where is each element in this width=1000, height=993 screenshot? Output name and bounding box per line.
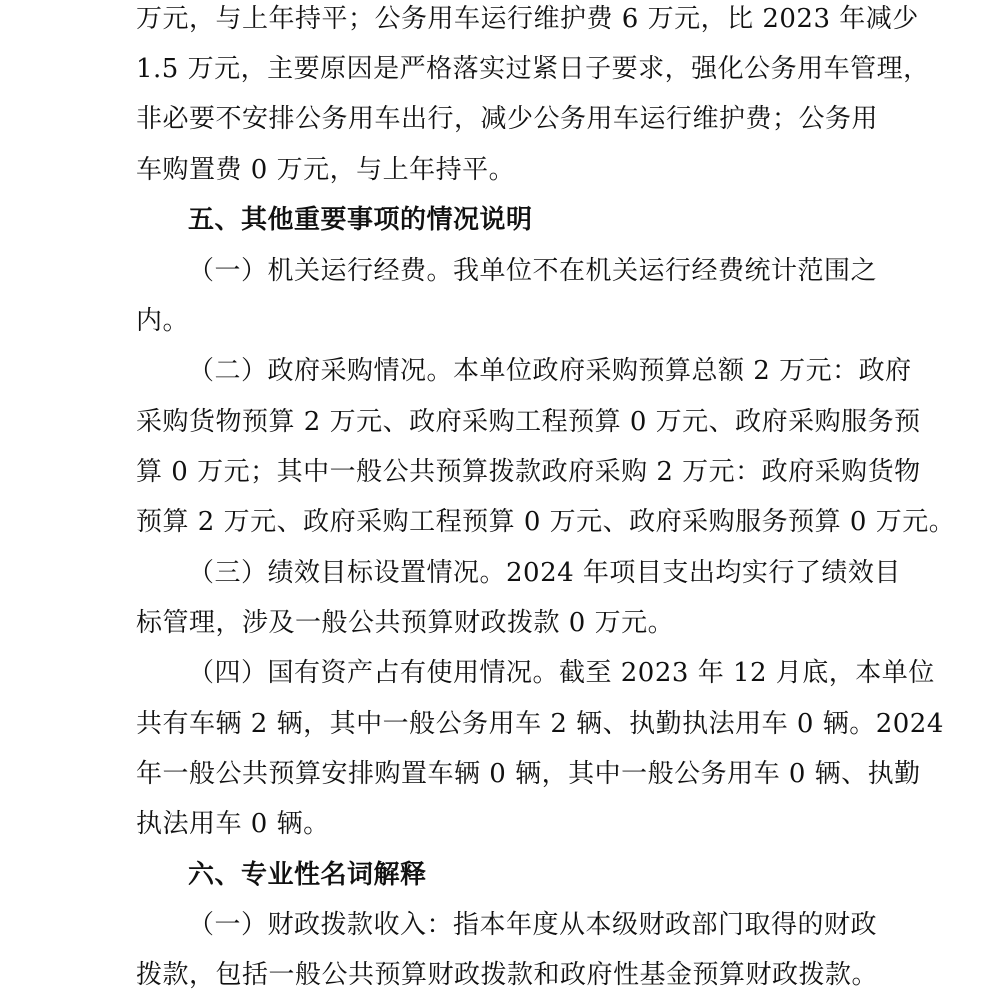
- text-line: （二）政府采购情况。本单位政府采购预算总额 2 万元：政府: [188, 356, 912, 386]
- text-line: （四）国有资产占有使用情况。截至 2023 年 12 月底，本单位: [188, 658, 935, 688]
- text-line: 内。: [136, 306, 190, 336]
- text-line: 非必要不安排公务用车出行，减少公务用车运行维护费；公务用: [136, 104, 879, 134]
- text-line: 标管理，涉及一般公共预算财政拨款 0 万元。: [136, 608, 675, 638]
- text-line: 执法用车 0 辆。: [136, 809, 330, 839]
- text-line: 1.5 万元，主要原因是严格落实过紧日子要求，强化公务用车管理，: [136, 54, 930, 84]
- text-line: 拨款，包括一般公共预算财政拨款和政府性基金预算财政拨款。: [136, 960, 879, 990]
- text-line: （一）机关运行经费。我单位不在机关运行经费统计范围之: [188, 256, 878, 286]
- text-line: 采购货物预算 2 万元、政府采购工程预算 0 万元、政府采购服务预: [136, 407, 921, 437]
- text-line: （一）财政拨款收入：指本年度从本级财政部门取得的财政: [188, 910, 878, 940]
- section-heading: 六、专业性名词解释: [188, 860, 427, 890]
- text-line: 年一般公共预算安排购置车辆 0 辆，其中一般公务用车 0 辆、执勤: [136, 759, 921, 789]
- text-line: 算 0 万元；其中一般公共预算拨款政府采购 2 万元：政府采购货物: [136, 457, 921, 487]
- text-line: 预算 2 万元、政府采购工程预算 0 万元、政府采购服务预算 0 万元。: [136, 507, 956, 537]
- text-line: 万元，与上年持平；公务用车运行维护费 6 万元，比 2023 年减少: [136, 4, 919, 34]
- text-line: 共有车辆 2 辆，其中一般公务用车 2 辆、执勤执法用车 0 辆。2024: [136, 709, 944, 739]
- text-line: （三）绩效目标设置情况。2024 年项目支出均实行了绩效目: [188, 558, 901, 588]
- text-line: 车购置费 0 万元，与上年持平。: [136, 155, 516, 185]
- section-heading: 五、其他重要事项的情况说明: [188, 205, 533, 235]
